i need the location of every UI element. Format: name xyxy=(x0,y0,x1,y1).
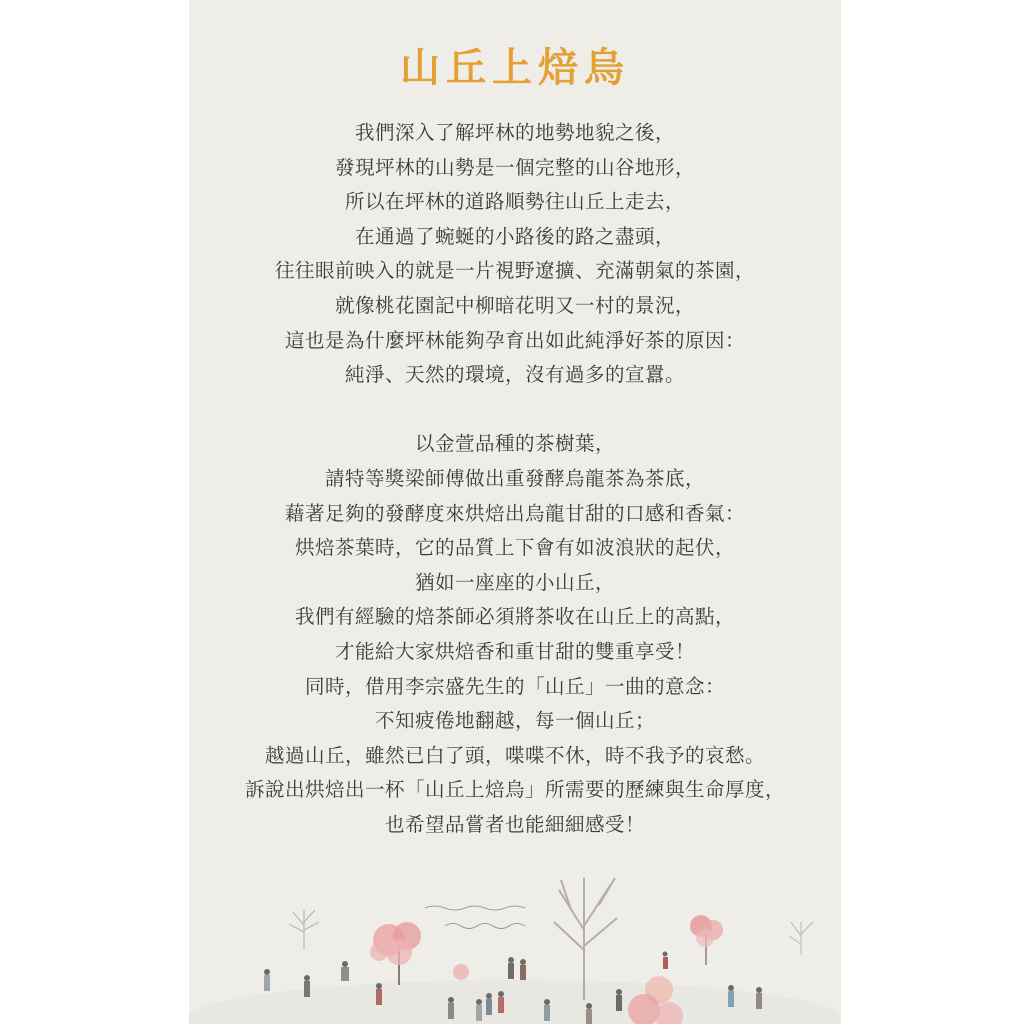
poem-line: 所以在坪林的道路順勢往山丘上走去， xyxy=(344,190,685,214)
poem-line: 就像桃花園記中柳暗花明又一村的景況， xyxy=(334,293,695,317)
poster-title: 山丘上焙烏 xyxy=(400,44,630,91)
poem-line: 也希望品嘗者也能細細感受！ xyxy=(384,812,645,836)
poem-line: 藉著足夠的發酵度來烘焙出烏龍甘甜的口感和香氣： xyxy=(284,501,745,525)
poem-line: 不知疲倦地翻越，每一個山丘； xyxy=(374,709,655,733)
poem-line: 烘焙茶葉時，它的品質上下會有如波浪狀的起伏， xyxy=(294,536,735,560)
poem-body xyxy=(189,116,841,842)
stanza-gap xyxy=(189,393,841,428)
poem-line: 發現坪林的山勢是一個完整的山谷地形， xyxy=(334,155,695,179)
poem-line: 以金萱品種的茶樹葉， xyxy=(414,432,615,456)
poem-line: 猶如一座座的小山丘， xyxy=(414,570,615,594)
poem-line: 在通過了蜿蜒的小路後的路之盡頭， xyxy=(354,224,675,248)
ground-wash xyxy=(189,980,841,1024)
poem-line: 才能給大家烘焙香和重甘甜的雙重享受！ xyxy=(334,639,695,663)
poem-line: 請特等獎梁師傅做出重發酵烏龍茶為茶底， xyxy=(324,466,705,490)
bare-tree xyxy=(289,910,319,950)
poem-line: 我們有經驗的焙茶師必須將茶收在山丘上的高點， xyxy=(294,605,735,629)
poem-line: 這也是為什麼坪林能夠孕育出如此純淨好茶的原因： xyxy=(284,328,745,352)
poem-line: 往往眼前映入的就是一片視野遼擴、充滿朝氣的茶園， xyxy=(274,259,755,283)
poem-line: 訴說出烘焙出一杯「山丘上焙烏」所需要的歷練與生命厚度， xyxy=(244,778,785,802)
blossom-tree xyxy=(370,922,421,985)
poem-line: 越過山丘，雖然已白了頭，喋喋不休，時不我予的哀愁。 xyxy=(264,743,765,767)
watercolor-park-illustration xyxy=(189,860,841,1024)
poster-panel xyxy=(189,0,841,1024)
handwriting-scribble xyxy=(425,906,525,929)
bare-tree xyxy=(789,922,813,955)
poem-line: 純淨、天然的環境，沒有過多的宣囂。 xyxy=(344,363,685,387)
blossom-tree xyxy=(690,915,723,965)
poem-line: 我們深入了解坪林的地勢地貌之後， xyxy=(354,121,675,144)
poem-line: 同時，借用李宗盛先生的「山丘」一曲的意念： xyxy=(304,674,725,698)
